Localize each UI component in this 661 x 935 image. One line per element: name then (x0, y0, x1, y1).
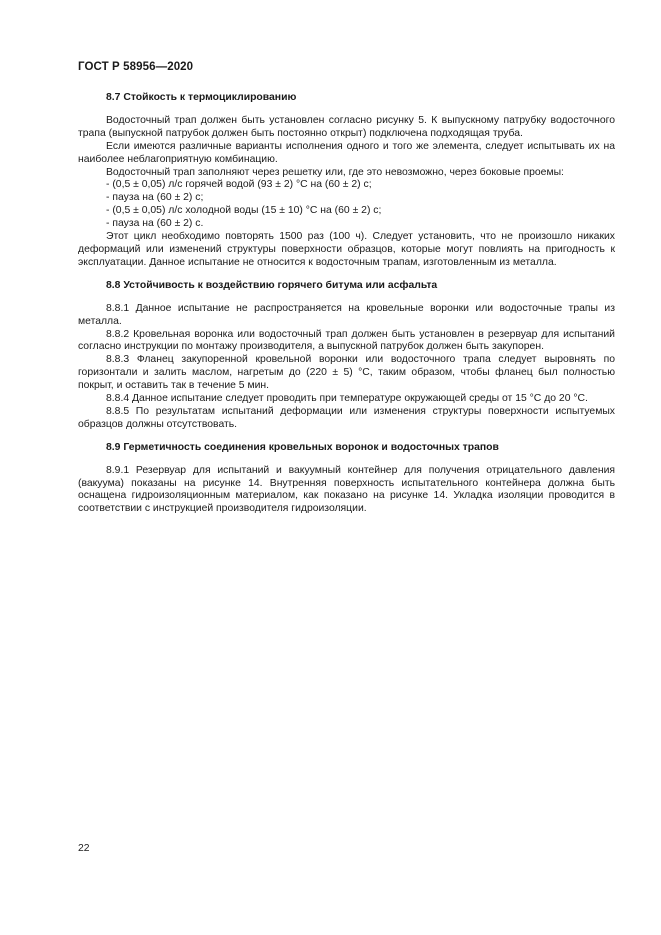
section-title: 8.7 Стойкость к термоциклированию (106, 92, 297, 103)
paragraph: 8.9.1 Резервуар для испытаний и вакуумный контейнер для получения отрицательного давления (вакуума) показаны на рисунке 14. Внутренняя поверхность испытательного контейнера должна быть оснащена гидроизоляционным материалом, как показано на рисунке 14. Укладка изоляции проводится в соответствии с инструкцией производителя гидроизоляции. (78, 464, 615, 515)
document-id-header: ГОСТ Р 58956—2020 (78, 61, 194, 73)
paragraph: 8.8.2 Кровельная воронка или водосточный трап должен быть установлен в резервуар для испытаний согласно инструкции по монтажу производителя, а выпускной патрубок должен быть закупорен. (78, 328, 615, 353)
paragraph: Этот цикл необходимо повторять 1500 раз (100 ч). Следует установить, что не произошло никаких деформаций или изменений структуры поверхности образцов, которые могут повлиять на пригодность к эксплуатации. Данное испытание не относится к водосточным трапам, изготовленным из металла. (78, 231, 615, 268)
paragraph: 8.8.4 Данное испытание следует проводить при температуре окружающей среды от 15 °С до 20 °С. (106, 393, 588, 405)
paragraph: Если имеются различные варианты исполнения одного и того же элемента, следует испытывать их на наиболее неблагоприятную комбинацию. (78, 140, 615, 165)
paragraph: Водосточный трап заполняют через решетку или, где это невозможно, через боковые проемы: (106, 166, 564, 178)
paragraph: 8.8.3 Фланец закупоренной кровельной воронки или водосточного трапа следует выровнять по горизонтали и залить маслом, нагретым до (220 ± 5) °С, таким образом, чтобы фланец был полностью покрыт, и оставить так в течение 5 мин. (78, 354, 615, 392)
paragraph: 8.8.5 По результатам испытаний деформации или изменения структуры поверхности испытуемых образцов должны отсутствовать. (78, 405, 615, 430)
section-8-7 (78, 92, 615, 270)
list-item: - пауза на (60 ± 2) с; (106, 192, 204, 204)
paragraph: Водосточный трап должен быть установлен согласно рисунку 5. К выпускному патрубку водосточного трапа (выпускной патрубок должен быть постоянно открыт) подключена подходящая труба. (78, 114, 615, 139)
list-item: - пауза на (60 ± 2) с. (106, 218, 204, 230)
section-8-8 (78, 280, 615, 432)
paragraph: 8.8.1 Данное испытание не распространяется на кровельные воронки или водосточные трапы из металла. (78, 302, 615, 327)
page-number: 22 (78, 843, 90, 854)
document-body (78, 92, 615, 526)
list-item: - (0,5 ± 0,05) л/с холодной воды (15 ± 10) °С на (60 ± 2) с; (106, 205, 382, 217)
section-8-9 (78, 442, 615, 517)
list-item: - (0,5 ± 0,05) л/с горячей водой (93 ± 2) °С на (60 ± 2) с; (106, 179, 372, 191)
section-title: 8.8 Устойчивость к воздействию горячего битума или асфальта (106, 279, 438, 291)
section-title: 8.9 Герметичность соединения кровельных воронок и водосточных трапов (106, 441, 499, 453)
